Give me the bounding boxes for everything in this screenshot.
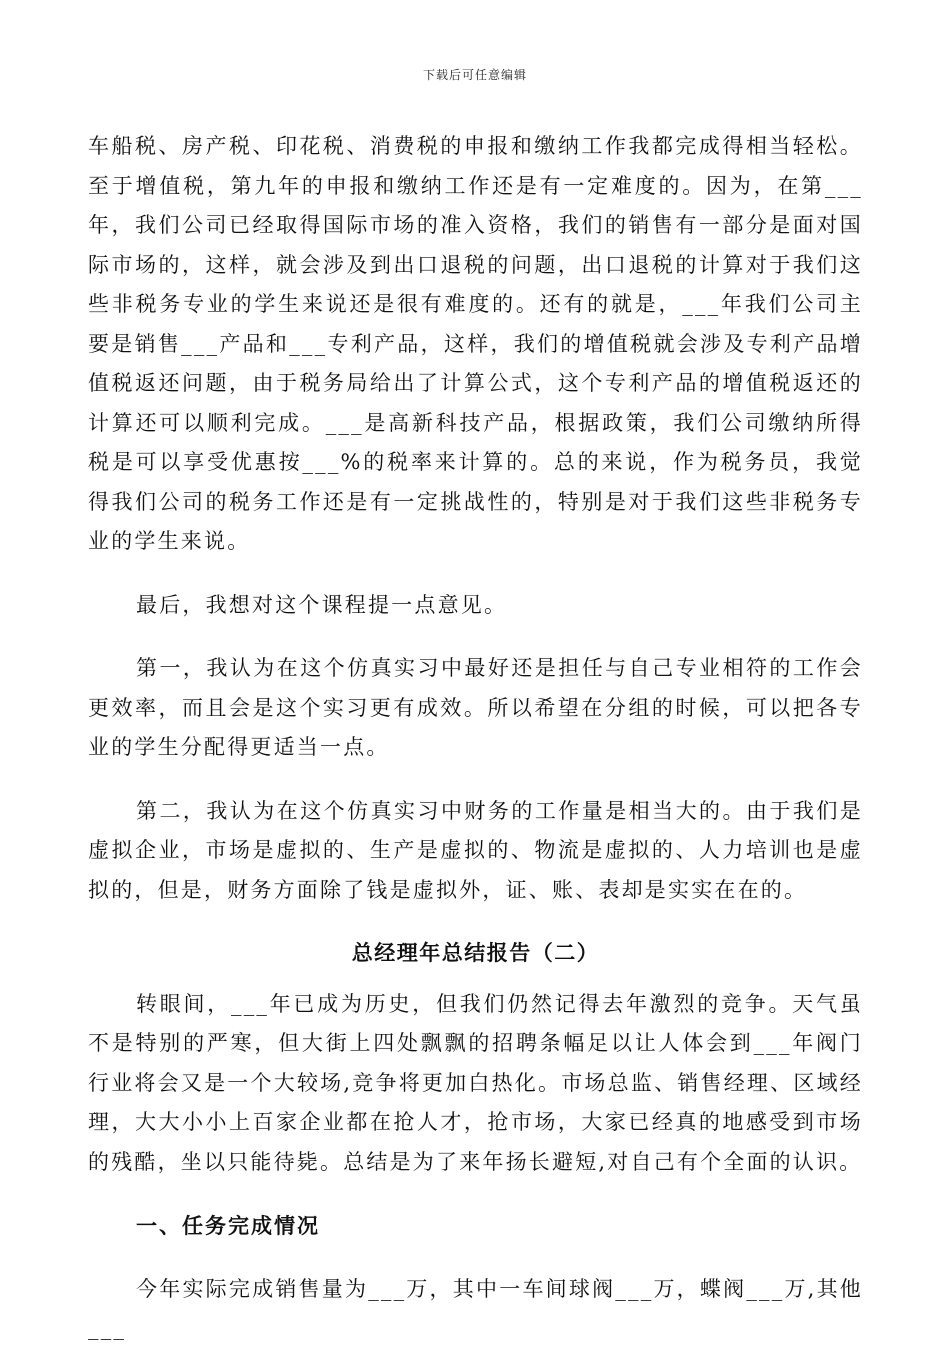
- section-title: 总经理年总结报告（二）: [351, 940, 600, 965]
- paragraph-suggestion-intro: 最后，我想对这个课程提一点意见。: [136, 592, 508, 617]
- subsection-heading: 一、任务完成情况: [136, 1213, 320, 1238]
- paragraph-suggestion-first: 第一，我认为在这个仿真实习中最好还是担任与自己专业相符的工作会更效率，而且会是这个实习更有成效。所以希望在分组的时候，可以把各专业的学生分配得更适当一点。: [88, 656, 863, 759]
- page-header: 下载后可任意编辑: [422, 68, 527, 82]
- paragraph-tax-work: 车船税、房产税、印花税、消费税的申报和缴纳工作我都完成得相当轻松。至于增值税，第九年的申报和缴纳工作还是有一定难度的。因为，在第___年，我们公司已经取得国际市场的准入资格，我们的销售有一部分是面对国际市场的，这样，就会涉及到出口退税的问题，出口退税的计算对于我们这些非税务专业的学生来说还是很有难度的。还有的就是，___年我们公司主要是销售___产品和___专利产品，这样，我们的增值税就会涉及专利产品增值税返还问题，由于税务局给出了计算公式，这个专利产品的增值税返还的计算还可以顺利完成。___是高新科技产品，根据政策，我们公司缴纳所得税是可以享受优惠按___%的税率来计算的。总的来说，作为税务员，我觉得我们公司的税务工作还是有一定挑战性的，特别是对于我们这些非税务专业的学生来说。: [88, 134, 863, 553]
- paragraph-sales-figures: 今年实际完成销售量为___万，其中一车间球阀___万，蝶阀___万,其他___: [88, 1276, 863, 1340]
- document-body: [88, 127, 863, 1349]
- paragraph-suggestion-second: 第二，我认为在这个仿真实习中财务的工作量是相当大的。由于我们是虚拟企业，市场是虚拟的、生产是虚拟的、物流是虚拟的、人力培训也是虚拟的，但是，财务方面除了钱是虚拟外，证、账、表却是实实在在的。: [88, 798, 863, 902]
- paragraph-year-review: 转眼间，___年已成为历史，但我们仍然记得去年激烈的竞争。天气虽不是特别的严寒，但大街上四处飘飘的招聘条幅足以让人体会到___年阀门行业将会又是一个大较场,竞争将更加白热化。市场总监、销售经理、区域经理，大大小小上百家企业都在抢人才，抢市场，大家已经真的地感受到市场的残酷，坐以只能待毙。总结是为了来年扬长避短,对自己有个全面的认识。: [88, 991, 863, 1174]
